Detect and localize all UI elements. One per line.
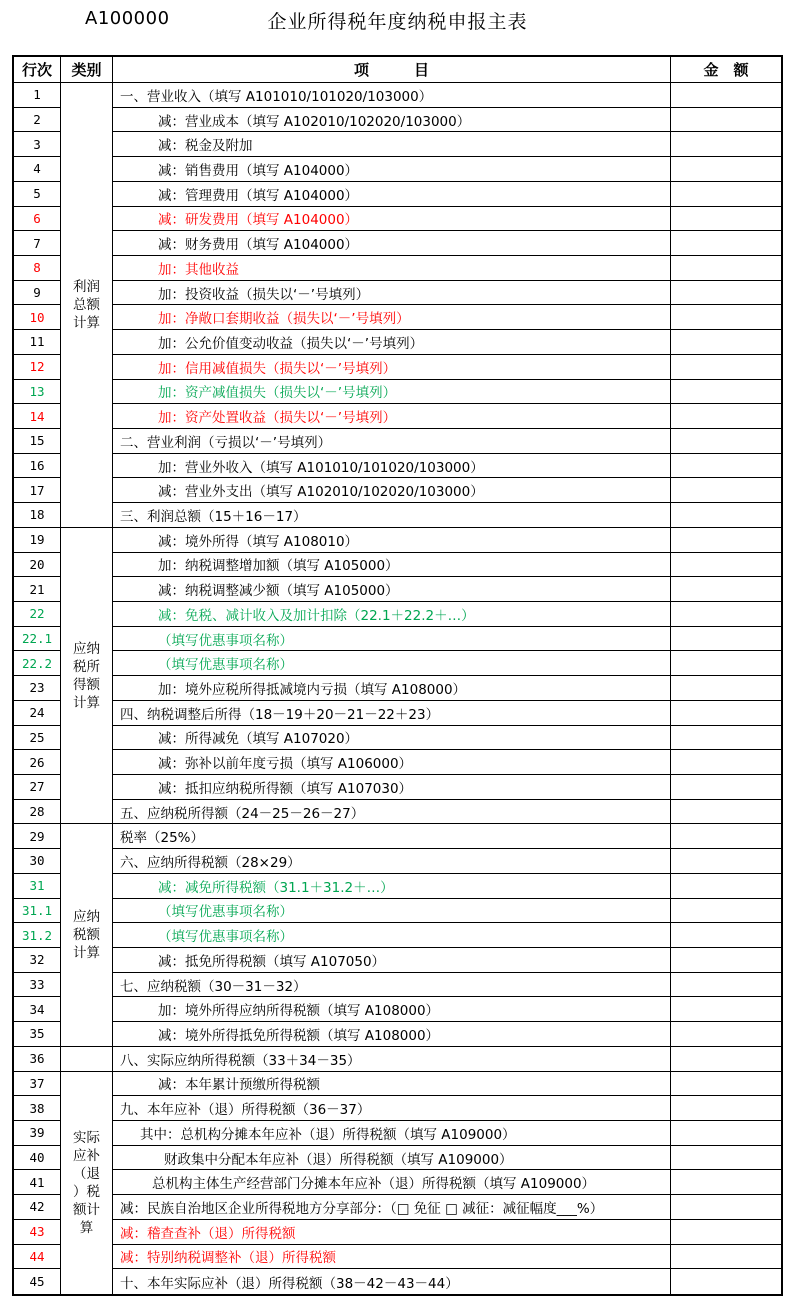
amount-1[interactable] bbox=[671, 83, 781, 108]
line-no-27: 27 bbox=[14, 775, 61, 800]
line-no-25: 25 bbox=[14, 726, 61, 751]
item-8: 加：其他收益 bbox=[113, 256, 671, 281]
category-line: 得额 bbox=[73, 676, 100, 693]
line-no-30: 30 bbox=[14, 849, 61, 874]
line-no-33: 33 bbox=[14, 973, 61, 998]
category-应纳税额计算 bbox=[61, 824, 113, 1046]
line-no-44: 44 bbox=[14, 1245, 61, 1270]
item-5: 减：管理费用（填写 A104000） bbox=[113, 182, 671, 207]
line-no-43: 43 bbox=[14, 1220, 61, 1245]
category-应纳税所得额计算 bbox=[61, 528, 113, 825]
line-no-7: 7 bbox=[14, 231, 61, 256]
line-no-38: 38 bbox=[14, 1096, 61, 1121]
line-no-10: 10 bbox=[14, 305, 61, 330]
item-2: 减：营业成本（填写 A102010/102020/103000） bbox=[113, 108, 671, 133]
line-no-35: 35 bbox=[14, 1022, 61, 1047]
item-24: 四、纳税调整后所得（18－19＋20－21－22＋23） bbox=[113, 701, 671, 726]
line-no-21: 21 bbox=[14, 577, 61, 602]
line-no-37: 37 bbox=[14, 1072, 61, 1097]
category-line: ）税 bbox=[73, 1183, 100, 1200]
amount-31.1[interactable] bbox=[671, 899, 781, 924]
header-amount: 金 额 bbox=[671, 57, 781, 83]
item-3: 减：税金及附加 bbox=[113, 132, 671, 157]
item-22: 减：免税、减计收入及加计扣除（22.1＋22.2＋…） bbox=[113, 602, 671, 627]
line-no-23: 23 bbox=[14, 676, 61, 701]
category-实际应补（退）税额计算 bbox=[61, 1072, 113, 1294]
item-21: 减：纳税调整减少额（填写 A105000） bbox=[113, 577, 671, 602]
amount-29[interactable] bbox=[671, 824, 781, 849]
amount-18[interactable] bbox=[671, 503, 781, 528]
amount-22.2[interactable] bbox=[671, 651, 781, 676]
line-no-16: 16 bbox=[14, 454, 61, 479]
amount-6[interactable] bbox=[671, 207, 781, 232]
amount-11[interactable] bbox=[671, 330, 781, 355]
amount-39[interactable] bbox=[671, 1121, 781, 1146]
category-line: 利润 bbox=[73, 278, 100, 295]
amount-31.2[interactable] bbox=[671, 923, 781, 948]
item-34: 加：境外所得应纳所得税额（填写 A108000） bbox=[113, 997, 671, 1022]
item-9: 加：投资收益（损失以‘－’号填列） bbox=[113, 281, 671, 306]
amount-9[interactable] bbox=[671, 281, 781, 306]
category-line: 计算 bbox=[73, 945, 100, 962]
amount-32[interactable] bbox=[671, 948, 781, 973]
amount-5[interactable] bbox=[671, 182, 781, 207]
item-7: 减：财务费用（填写 A104000） bbox=[113, 231, 671, 256]
amount-34[interactable] bbox=[671, 997, 781, 1022]
item-41: 总机构主体生产经营部门分摊本年应补（退）所得税额（填写 A109000） bbox=[113, 1170, 671, 1195]
item-37: 减：本年累计预缴所得税额 bbox=[113, 1072, 671, 1097]
item-16: 加：营业外收入（填写 A101010/101020/103000） bbox=[113, 454, 671, 479]
item-44: 减：特别纳税调整补（退）所得税额 bbox=[113, 1245, 671, 1270]
amount-27[interactable] bbox=[671, 775, 781, 800]
line-no-42: 42 bbox=[14, 1195, 61, 1220]
amount-24[interactable] bbox=[671, 701, 781, 726]
amount-38[interactable] bbox=[671, 1096, 781, 1121]
header-item: 项 目 bbox=[113, 57, 671, 83]
item-10: 加：净敞口套期收益（损失以‘－’号填列） bbox=[113, 305, 671, 330]
line-no-19: 19 bbox=[14, 528, 61, 553]
amount-16[interactable] bbox=[671, 454, 781, 479]
amount-43[interactable] bbox=[671, 1220, 781, 1245]
item-20: 加：纳税调整增加额（填写 A105000） bbox=[113, 553, 671, 578]
item-35: 减：境外所得抵免所得税额（填写 A108000） bbox=[113, 1022, 671, 1047]
amount-7[interactable] bbox=[671, 231, 781, 256]
line-no-31.2: 31.2 bbox=[14, 923, 61, 948]
item-25: 减：所得减免（填写 A107020） bbox=[113, 726, 671, 751]
amount-41[interactable] bbox=[671, 1170, 781, 1195]
amount-15[interactable] bbox=[671, 429, 781, 454]
item-36: 八、实际应纳所得税额（33＋34－35） bbox=[113, 1047, 671, 1072]
item-12: 加：信用减值损失（损失以‘－’号填列） bbox=[113, 355, 671, 380]
item-14: 加：资产处置收益（损失以‘－’号填列） bbox=[113, 404, 671, 429]
amount-4[interactable] bbox=[671, 157, 781, 182]
item-18: 三、利润总额（15＋16－17） bbox=[113, 503, 671, 528]
line-no-31.1: 31.1 bbox=[14, 899, 61, 924]
amount-42[interactable] bbox=[671, 1195, 781, 1220]
amount-22[interactable] bbox=[671, 602, 781, 627]
amount-28[interactable] bbox=[671, 800, 781, 825]
amount-3[interactable] bbox=[671, 132, 781, 157]
item-1: 一、营业收入（填写 A101010/101020/103000） bbox=[113, 83, 671, 108]
amount-25[interactable] bbox=[671, 726, 781, 751]
line-no-28: 28 bbox=[14, 800, 61, 825]
amount-13[interactable] bbox=[671, 380, 781, 405]
line-no-2: 2 bbox=[14, 108, 61, 133]
item-15: 二、营业利润（亏损以‘－’号填列） bbox=[113, 429, 671, 454]
header-category: 类别 bbox=[61, 57, 113, 83]
item-43: 减：稽查查补（退）所得税额 bbox=[113, 1220, 671, 1245]
item-22.1: （填写优惠事项名称） bbox=[113, 627, 671, 652]
line-no-13: 13 bbox=[14, 380, 61, 405]
amount-22.1[interactable] bbox=[671, 627, 781, 652]
line-no-11: 11 bbox=[14, 330, 61, 355]
category-line: （退 bbox=[73, 1165, 100, 1182]
amount-19[interactable] bbox=[671, 528, 781, 553]
item-28: 五、应纳税所得额（24－25－26－27） bbox=[113, 800, 671, 825]
line-no-20: 20 bbox=[14, 553, 61, 578]
tax-form-table bbox=[12, 55, 783, 1296]
line-no-12: 12 bbox=[14, 355, 61, 380]
item-11: 加：公允价值变动收益（损失以‘－’号填列） bbox=[113, 330, 671, 355]
amount-21[interactable] bbox=[671, 577, 781, 602]
amount-12[interactable] bbox=[671, 355, 781, 380]
item-31: 减：减免所得税额（31.1＋31.2＋…） bbox=[113, 874, 671, 899]
item-30: 六、应纳所得税额（28×29） bbox=[113, 849, 671, 874]
category-line: 税额 bbox=[73, 927, 100, 944]
category-line: 额计 bbox=[73, 1201, 100, 1218]
item-6: 减：研发费用（填写 A104000） bbox=[113, 207, 671, 232]
line-no-14: 14 bbox=[14, 404, 61, 429]
amount-35[interactable] bbox=[671, 1022, 781, 1047]
line-no-18: 18 bbox=[14, 503, 61, 528]
line-no-9: 9 bbox=[14, 281, 61, 306]
line-no-6: 6 bbox=[14, 207, 61, 232]
amount-2[interactable] bbox=[671, 108, 781, 133]
item-29: 税率（25%） bbox=[113, 824, 671, 849]
item-26: 减：弥补以前年度亏损（填写 A106000） bbox=[113, 750, 671, 775]
line-no-1: 1 bbox=[14, 83, 61, 108]
line-no-8: 8 bbox=[14, 256, 61, 281]
item-31.1: （填写优惠事项名称） bbox=[113, 899, 671, 924]
amount-8[interactable] bbox=[671, 256, 781, 281]
category-line: 应补 bbox=[73, 1147, 100, 1164]
form-code: A100000 bbox=[85, 8, 170, 29]
line-no-3: 3 bbox=[14, 132, 61, 157]
line-no-32: 32 bbox=[14, 948, 61, 973]
line-no-26: 26 bbox=[14, 750, 61, 775]
page-title: 企业所得税年度纳税申报主表 bbox=[267, 11, 528, 33]
item-40: 财政集中分配本年应补（退）所得税额（填写 A109000） bbox=[113, 1146, 671, 1171]
line-no-4: 4 bbox=[14, 157, 61, 182]
amount-37[interactable] bbox=[671, 1072, 781, 1097]
line-no-41: 41 bbox=[14, 1170, 61, 1195]
amount-44[interactable] bbox=[671, 1245, 781, 1270]
line-no-29: 29 bbox=[14, 824, 61, 849]
item-45: 十、本年实际应补（退）所得税额（38－42－43－44） bbox=[113, 1269, 671, 1294]
category-line: 应纳 bbox=[73, 640, 100, 657]
amount-31[interactable] bbox=[671, 874, 781, 899]
line-no-15: 15 bbox=[14, 429, 61, 454]
line-no-22.1: 22.1 bbox=[14, 627, 61, 652]
item-13: 加：资产减值损失（损失以‘－’号填列） bbox=[113, 380, 671, 405]
amount-33[interactable] bbox=[671, 973, 781, 998]
line-no-40: 40 bbox=[14, 1146, 61, 1171]
amount-20[interactable] bbox=[671, 553, 781, 578]
category-line: 税所 bbox=[73, 658, 100, 675]
line-no-45: 45 bbox=[14, 1269, 61, 1294]
amount-10[interactable] bbox=[671, 305, 781, 330]
amount-26[interactable] bbox=[671, 750, 781, 775]
item-38: 九、本年应补（退）所得税额（36－37） bbox=[113, 1096, 671, 1121]
amount-14[interactable] bbox=[671, 404, 781, 429]
item-23: 加：境外应税所得抵减境内亏损（填写 A108000） bbox=[113, 676, 671, 701]
line-no-31: 31 bbox=[14, 874, 61, 899]
amount-17[interactable] bbox=[671, 478, 781, 503]
line-no-36: 36 bbox=[14, 1047, 61, 1072]
category-line: 计算 bbox=[73, 694, 100, 711]
category-line: 实际 bbox=[73, 1129, 100, 1146]
item-32: 减：抵免所得税额（填写 A107050） bbox=[113, 948, 671, 973]
amount-30[interactable] bbox=[671, 849, 781, 874]
category-line: 计算 bbox=[73, 314, 100, 331]
item-4: 减：销售费用（填写 A104000） bbox=[113, 157, 671, 182]
line-no-24: 24 bbox=[14, 701, 61, 726]
line-no-22.2: 22.2 bbox=[14, 651, 61, 676]
line-no-39: 39 bbox=[14, 1121, 61, 1146]
item-19: 减：境外所得（填写 A108010） bbox=[113, 528, 671, 553]
item-27: 减：抵扣应纳税所得额（填写 A107030） bbox=[113, 775, 671, 800]
item-17: 减：营业外支出（填写 A102010/102020/103000） bbox=[113, 478, 671, 503]
amount-36[interactable] bbox=[671, 1047, 781, 1072]
amount-23[interactable] bbox=[671, 676, 781, 701]
category-line: 算 bbox=[79, 1219, 94, 1236]
amount-45[interactable] bbox=[671, 1269, 781, 1294]
page-header bbox=[0, 0, 795, 55]
category-line: 应纳 bbox=[73, 909, 100, 926]
item-42: 减：民族自治地区企业所得税地方分享部分：（□ 免征 □ 减征：减征幅度___%） bbox=[113, 1195, 671, 1220]
category-empty bbox=[61, 1047, 113, 1072]
item-31.2: （填写优惠事项名称） bbox=[113, 923, 671, 948]
line-no-17: 17 bbox=[14, 478, 61, 503]
item-39: 其中：总机构分摊本年应补（退）所得税额（填写 A109000） bbox=[113, 1121, 671, 1146]
item-33: 七、应纳税额（30－31－32） bbox=[113, 973, 671, 998]
header-line-no: 行次 bbox=[14, 57, 61, 83]
category-line: 总额 bbox=[73, 296, 100, 313]
line-no-5: 5 bbox=[14, 182, 61, 207]
line-no-34: 34 bbox=[14, 997, 61, 1022]
amount-40[interactable] bbox=[671, 1146, 781, 1171]
line-no-22: 22 bbox=[14, 602, 61, 627]
category-利润总额计算 bbox=[61, 83, 113, 528]
item-22.2: （填写优惠事项名称） bbox=[113, 651, 671, 676]
